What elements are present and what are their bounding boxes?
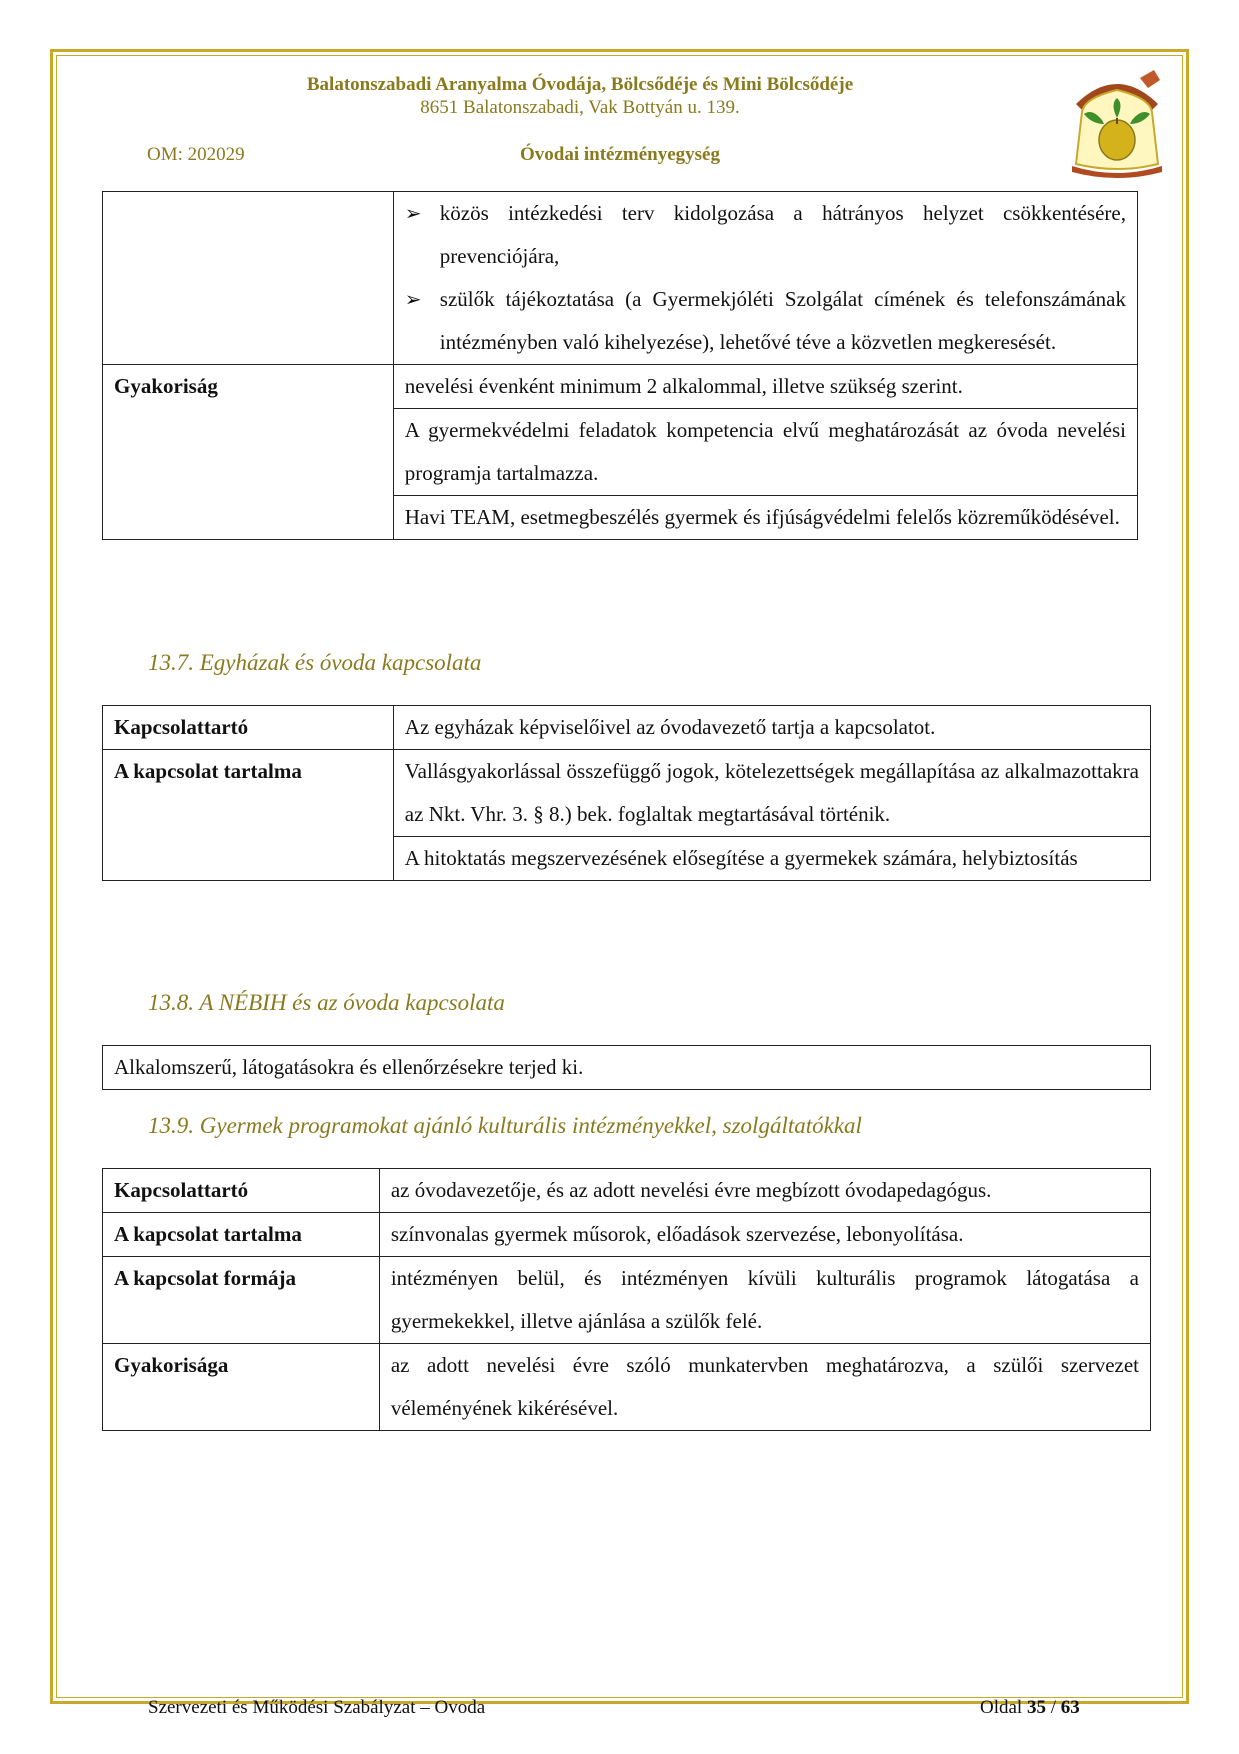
- institution-name: Balatonszabadi Aranyalma Óvodája, Bölcsődéje és Mini Bölcsődéje: [306, 74, 854, 95]
- table-row: [103, 750, 1151, 837]
- table-row: [103, 192, 1138, 365]
- table-cell: A gyermekvédelmi feladatok kompetencia elvű meghatározását az óvoda nevelési programja tartalmazza.: [393, 409, 1137, 496]
- frequency-label: Gyakoriság: [103, 365, 394, 540]
- row-value: az adott nevelési évre szóló munkatervben meghatározva, a szülői szervezet véleményének kikérésével.: [379, 1344, 1150, 1431]
- table-cell: nevelési évenként minimum 2 alkalommal, illetve szükség szerint.: [393, 365, 1137, 409]
- table-row: [103, 1344, 1151, 1431]
- page-label: Oldal: [980, 1697, 1023, 1718]
- church-relations-table: [102, 705, 1151, 881]
- page-total: 63: [1060, 1697, 1080, 1718]
- table-cell: [393, 192, 1137, 365]
- row-label: A kapcsolat formája: [103, 1257, 380, 1344]
- institution-address: 8651 Balatonszabadi, Vak Bottyán u. 139.: [420, 97, 740, 118]
- table-row: [103, 1213, 1151, 1257]
- page-separator: /: [1050, 1697, 1056, 1718]
- page-current: 35: [1026, 1697, 1046, 1718]
- table-row: [103, 706, 1151, 750]
- child-protection-table: [102, 191, 1138, 540]
- golden-apple-bell-emblem-icon: [1062, 68, 1172, 180]
- row-value: intézményen belül, és intézményen kívüli kulturális programok látogatása a gyermekekkel, illetve ajánlása a szülők felé.: [379, 1257, 1150, 1344]
- footer-page-number: [980, 1697, 1080, 1719]
- table-cell: Havi TEAM, esetmegbeszélés gyermek és ifjúságvédelmi felelős közreműködésével.: [393, 496, 1137, 540]
- table-cell: Az egyházak képviselőivel az óvodavezető tartja a kapcsolatot.: [393, 706, 1150, 750]
- unit-name: Óvodai intézményegység: [519, 144, 720, 165]
- row-value: az óvodavezetője, és az adott nevelési évre megbízott óvodapedagógus.: [379, 1169, 1150, 1213]
- section-title-13-8: 13.8. A NÉBIH és az óvoda kapcsolata: [148, 990, 505, 1015]
- table-cell-empty: [103, 192, 394, 365]
- bullet-item: ➢ közös intézkedési terv kidolgozása a hátrányos helyzet csökkentésére, prevenciójára,: [405, 192, 1126, 278]
- row-label: Kapcsolattartó: [103, 1169, 380, 1213]
- row-value: színvonalas gyermek műsorok, előadások szervezése, lebonyolítása.: [379, 1213, 1150, 1257]
- contact-label: Kapcsolattartó: [103, 706, 394, 750]
- row-label: Gyakorisága: [103, 1344, 380, 1431]
- nebih-text-box: Alkalomszerű, látogatásokra és ellenőrzésekre terjed ki.: [102, 1045, 1151, 1090]
- om-number: OM: 202029: [147, 144, 245, 165]
- row-label: A kapcsolat tartalma: [103, 1213, 380, 1257]
- section-title-13-7: 13.7. Egyházak és óvoda kapcsolata: [148, 650, 482, 675]
- table-row: [103, 1257, 1151, 1344]
- section-title-13-9: 13.9. Gyermek programokat ajánló kulturális intézményekkel, szolgáltatókkal: [148, 1113, 862, 1138]
- footer-document-title: Szervezeti és Működési Szabályzat – Ovoda: [148, 1697, 486, 1718]
- cultural-institutions-table: [102, 1168, 1151, 1431]
- table-row: [103, 365, 1138, 409]
- content-label: A kapcsolat tartalma: [103, 750, 394, 881]
- bullet-item: ➢ szülők tájékoztatása (a Gyermekjóléti Szolgálat címének és telefonszámának intézményben való kihelyezése), lehetővé téve a közvetlen megkeresését.: [405, 278, 1126, 364]
- table-cell: Vallásgyakorlással összefüggő jogok, kötelezettségek megállapítása az alkalmazottakra az Nkt. Vhr. 3. § 8.) bek. foglaltak megtartásával történik.: [393, 750, 1150, 837]
- table-cell: A hitoktatás megszervezésének elősegítése a gyermekek számára, helybiztosítás: [393, 837, 1150, 881]
- table-row: [103, 1169, 1151, 1213]
